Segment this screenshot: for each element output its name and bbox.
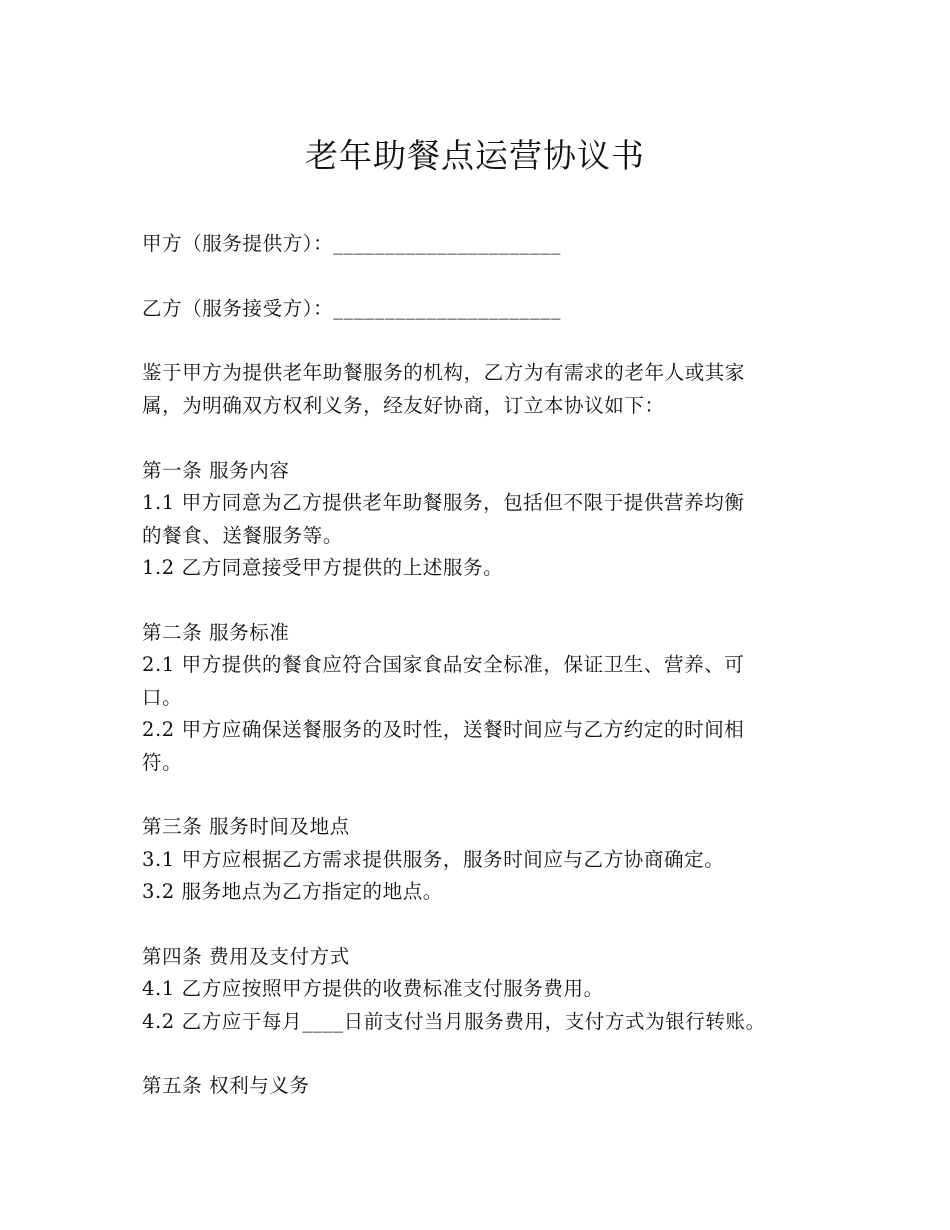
- section-1-line-3: 1.2 乙方同意接受甲方提供的上述服务。: [142, 556, 504, 579]
- section-3-line-1: 3.1 甲方应根据乙方需求提供服务，服务时间应与乙方协商确定。: [142, 848, 725, 871]
- party-a-line: 甲方（服务提供方）：______________________: [142, 232, 561, 255]
- section-5-heading: 第五条 权利与义务: [142, 1074, 310, 1097]
- section-3-line-2: 3.2 服务地点为乙方指定的地点。: [142, 880, 443, 903]
- preamble-line-2: 属，为明确双方权利义务，经友好协商，订立本协议如下：: [142, 394, 665, 417]
- document-title: 老年助餐点运营协议书: [305, 136, 645, 175]
- section-1-heading: 第一条 服务内容: [142, 459, 290, 482]
- section-2-heading: 第二条 服务标准: [142, 621, 290, 644]
- section-2-line-2: 口。: [142, 686, 183, 709]
- section-4-heading: 第四条 费用及支付方式: [142, 945, 350, 968]
- section-1-line-2: 的餐食、送餐服务等。: [142, 524, 344, 547]
- section-4-line-1: 4.1 乙方应按照甲方提供的收费标准支付服务费用。: [142, 977, 604, 1000]
- party-b-line: 乙方（服务接受方）：______________________: [142, 297, 561, 320]
- section-2-line-1: 2.1 甲方提供的餐食应符合国家食品安全标准，保证卫生、营养、可: [142, 653, 745, 676]
- section-3-heading: 第三条 服务时间及地点: [142, 815, 350, 838]
- preamble-line-1: 鉴于甲方为提供老年助餐服务的机构，乙方为有需求的老年人或其家: [142, 361, 746, 384]
- section-4-line-2: 4.2 乙方应于每月____日前支付当月服务费用，支付方式为银行转账。: [142, 1010, 766, 1033]
- section-1-line-1: 1.1 甲方同意为乙方提供老年助餐服务，包括但不限于提供营养均衡: [142, 491, 745, 514]
- section-2-line-4: 符。: [142, 751, 183, 774]
- section-2-line-3: 2.2 甲方应确保送餐服务的及时性，送餐时间应与乙方约定的时间相: [142, 718, 745, 741]
